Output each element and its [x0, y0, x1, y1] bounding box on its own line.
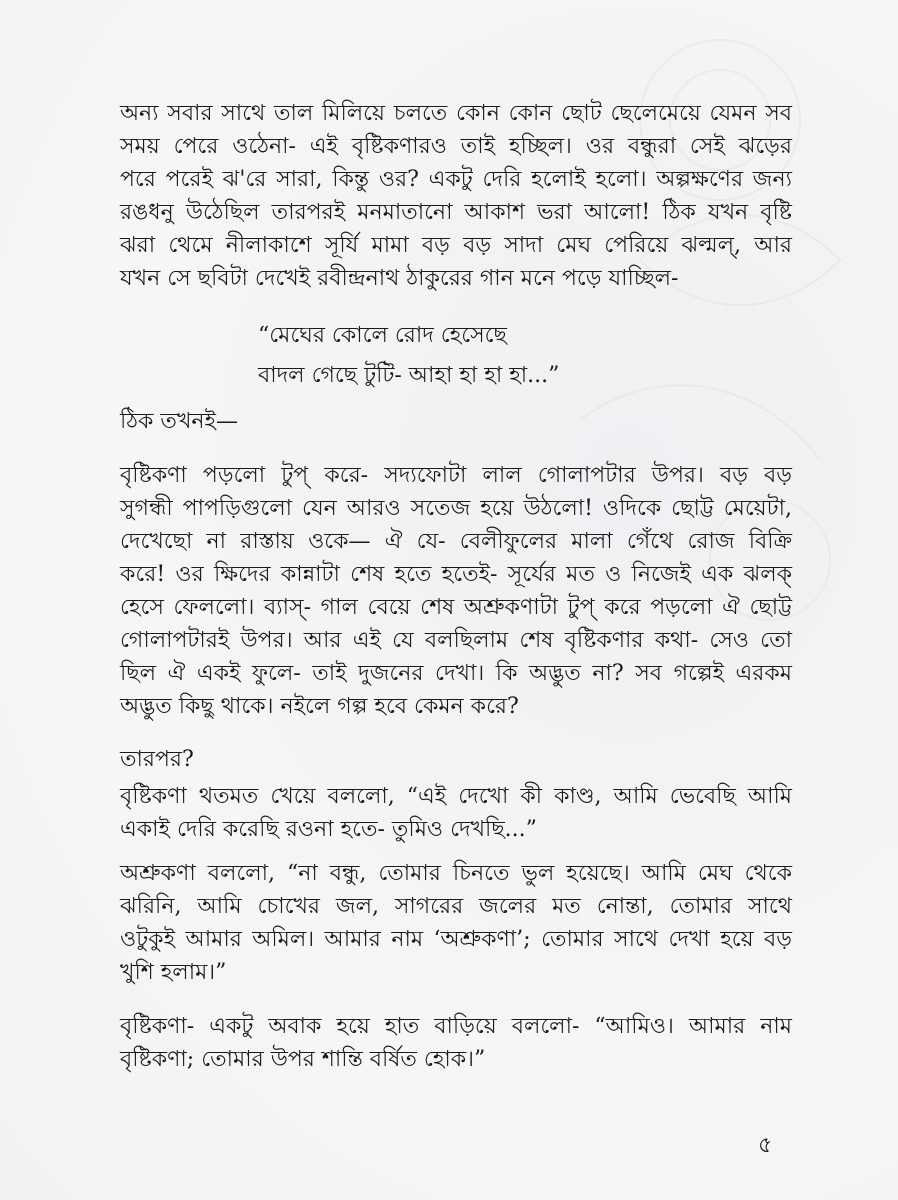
text-line: বৃষ্টিকণা- একটু অবাক হয়ে হাত বাড়িয়ে বললো- “আমিও। আমার নাম — [120, 1014, 792, 1039]
text-line: বৃষ্টিকণা পড়লো টুপ্ করে- সদ্যফোটা লাল গোলাপটার উপর। বড় বড় — [120, 463, 792, 488]
text-line: ঝরিনি, আমি চোখের জল, সাগরের জলের মত নোন্তা, তোমার সাথে — [120, 894, 792, 919]
text-line: পরে পরেই ঝ'রে সারা, কিন্তু ওর? একটু দেরি হলোই হলো। অল্পক্ষণের জন্য — [120, 167, 792, 192]
page-number: ৫ — [758, 1133, 773, 1158]
verse-line: বাদল গেছে টুটি- আহা হা হা হা...” — [258, 363, 560, 388]
text-line: যখন সে ছবিটা দেখেই রবীন্দ্রনাথ ঠাকুরের গান মনে পড়ে যাচ্ছিল- — [120, 266, 679, 291]
text-line: হেসে ফেললো। ব্যাস্- গাল বেয়ে শেষ অশ্রুকণাটা টুপ্ করে পড়লো ঐ ছোট্ট — [120, 595, 792, 620]
paragraph-3 — [120, 780, 792, 846]
text-line: দেখেছো না রাস্তায় ওকে— ঐ যে- বেলীফুলের মালা গেঁথে রোজ বিক্রি — [120, 529, 792, 554]
text-line: সুগন্ধী পাপড়িগুলো যেন আরও সতেজ হয়ে উঠলো! ওদিকে ছোট্ট মেয়েটা, — [120, 496, 792, 521]
text-line: বৃষ্টিকণা থতমত খেয়ে বললো, “এই দেখো কী কাণ্ড, আমি ভেবেছি আমি — [120, 784, 792, 809]
paragraph-5 — [120, 1010, 792, 1076]
text-line: অশ্রুকণা বললো, “না বন্ধু, তোমার চিনতে ভুল হয়েছে। আমি মেঘ থেকে — [120, 861, 792, 886]
paragraph-4 — [120, 857, 792, 989]
text-line: ছিল ঐ একই ফুলে- তাই দুজনের দেখা। কি অদ্ভুত না? সব গল্পেই এরকম — [120, 661, 792, 686]
song-verse — [258, 316, 559, 396]
text-line: গোলাপটারই উপর। আর এই যে বলছিলাম শেষ বৃষ্টিকণার কথা- সেও তো — [120, 628, 792, 653]
paragraph-1 — [120, 97, 792, 295]
text-line: সময় পেরে ওঠেনা- এই বৃষ্টিকণারও তাই হচ্ছিল। ওর বন্ধুরা সেই ঝড়ের — [120, 134, 792, 159]
text-line: খুশি হলাম।” — [120, 960, 227, 985]
text-line: ঝরা থেমে নীলাকাশে সূর্যি মামা বড় বড় সাদা মেঘ পেরিয়ে ঝল্মল্, আর — [120, 233, 792, 258]
verse-line: “মেঘের কোলে রোদ হেসেছে — [258, 323, 507, 348]
text-line: বৃষ্টিকণা; তোমার উপর শান্তি বর্ষিত হোক।” — [120, 1047, 486, 1072]
text-line: অদ্ভুত কিছু থাকে। নইলে গল্প হবে কেমন করে? — [120, 694, 519, 719]
text-line: করে! ওর ক্ষিদের কান্নাটা শেষ হতে হতেই- সূর্যের মত ও নিজেই এক ঝলক্ — [120, 562, 792, 587]
question-text: তারপর? — [120, 747, 194, 772]
interjection-text: ঠিক তখনই— — [120, 409, 238, 434]
paragraph-2 — [120, 459, 792, 723]
text-line: একাই দেরি করেছি রওনা হতে- তুমিও দেখছি...” — [120, 817, 537, 842]
text-line: ওটুকুই আমার অমিল। আমার নাম ‘অশ্রুকণা’; তোমার সাথে দেখা হয়ে বড় — [120, 927, 792, 952]
text-line: অন্য সবার সাথে তাল মিলিয়ে চলতে কোন কোন ছোট ছেলেমেয়ে যেমন সব — [120, 101, 792, 126]
text-line: রঙধনু উঠেছিল তারপরই মনমাতানো আকাশ ভরা আলো! ঠিক যখন বৃষ্টি — [120, 200, 792, 225]
